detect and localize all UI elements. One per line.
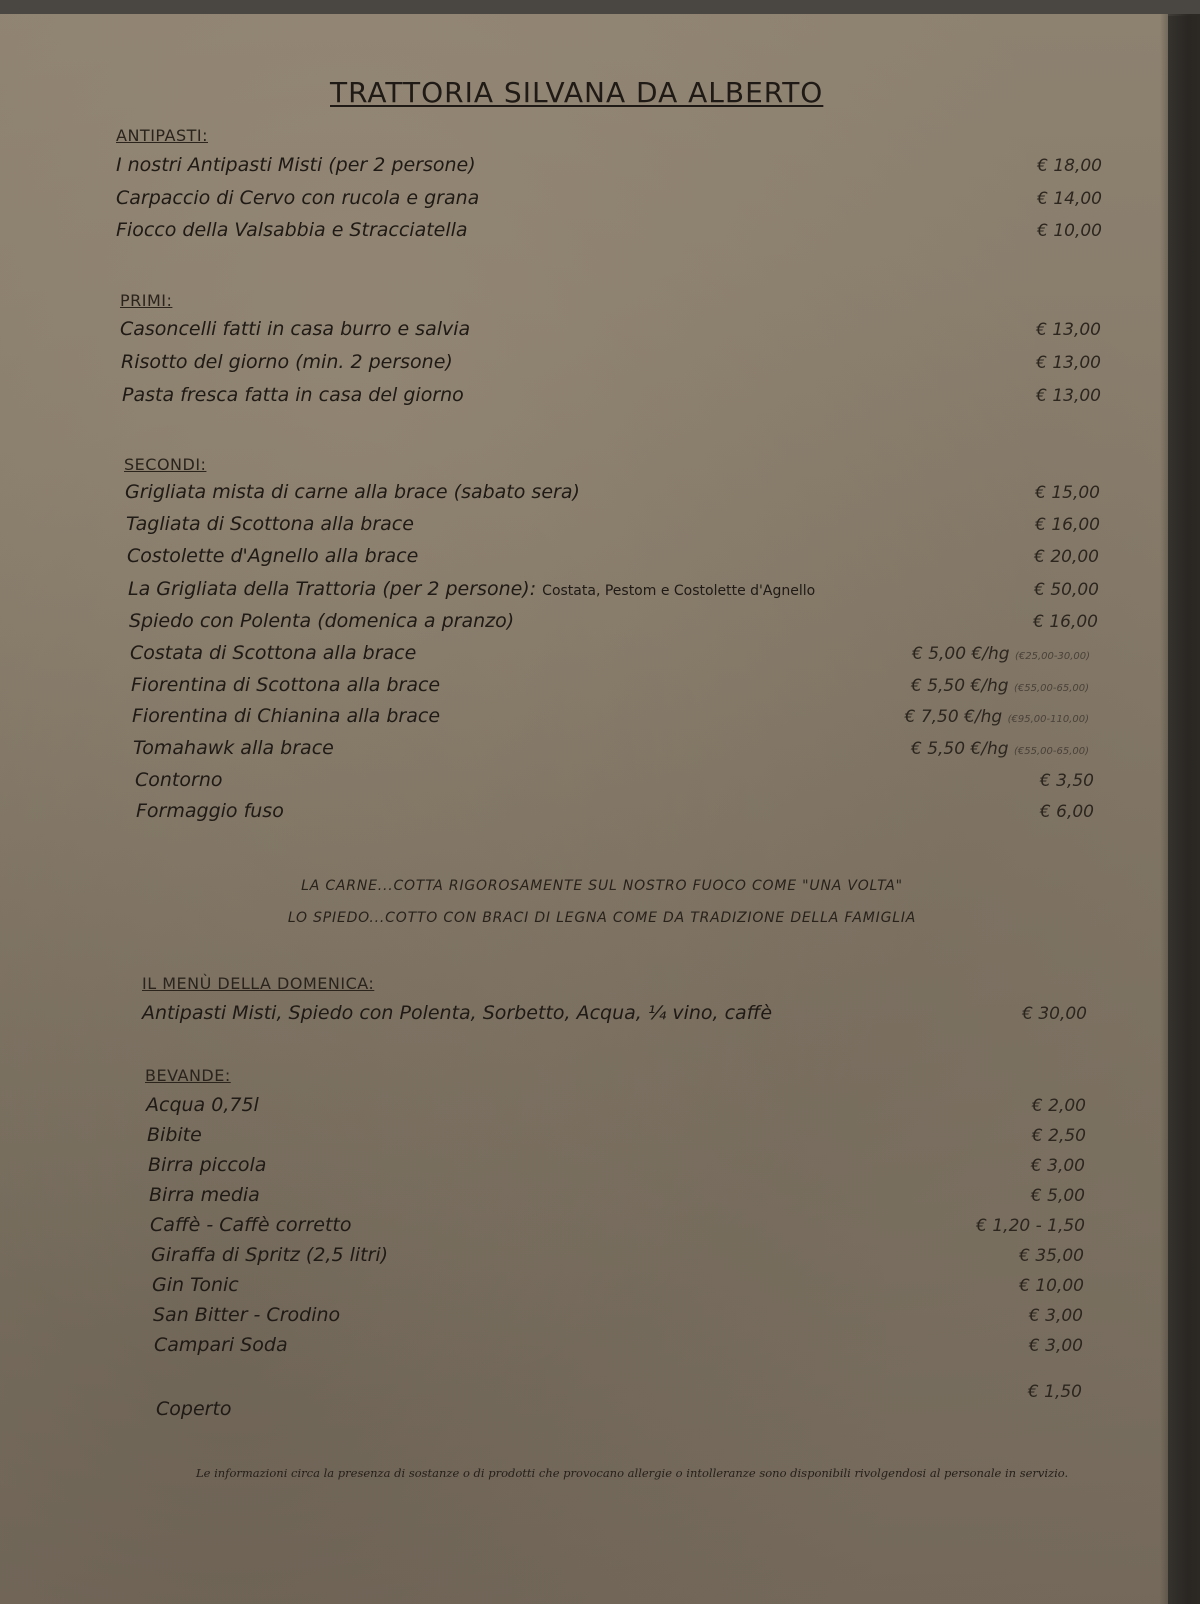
item-name: Giraffa di Spritz (2,5 litri) bbox=[151, 1244, 389, 1266]
price-range: (€25,00-30,00) bbox=[1014, 651, 1090, 662]
menu-item bbox=[136, 800, 1094, 830]
item-price: € 1,20 - 1,50 bbox=[976, 1216, 1085, 1236]
menu-item bbox=[131, 674, 1089, 704]
item-name: Tagliata di Scottona alla brace bbox=[126, 513, 414, 535]
item-name: Birra media bbox=[149, 1184, 260, 1206]
price-per-hg: € 5,50 €/hg bbox=[910, 739, 1009, 759]
item-name: Gin Tonic bbox=[152, 1274, 239, 1296]
price-range: (€55,00-65,00) bbox=[1013, 746, 1089, 757]
menu-item bbox=[116, 187, 1102, 217]
item-name: I nostri Antipasti Misti (per 2 persone) bbox=[116, 154, 476, 176]
item-name: Carpaccio di Cervo con rucola e grana bbox=[116, 187, 480, 209]
menu-item bbox=[121, 351, 1101, 381]
page-edge-shadow bbox=[1160, 14, 1200, 1604]
item-name: Tomahawk alla brace bbox=[133, 737, 334, 759]
price-range: (€95,00-110,00) bbox=[1007, 714, 1089, 725]
menu-item bbox=[116, 219, 1102, 249]
price-per-hg: € 5,50 €/hg bbox=[910, 676, 1009, 696]
item-price: € 6,00 bbox=[1039, 802, 1094, 822]
menu-content bbox=[0, 14, 1168, 1604]
menu-item bbox=[149, 1184, 1085, 1214]
menu-item bbox=[154, 1334, 1083, 1364]
menu-item bbox=[148, 1154, 1085, 1184]
coperto-label: Coperto bbox=[156, 1398, 232, 1420]
item-name: Birra piccola bbox=[148, 1154, 267, 1176]
item-name: Formaggio fuso bbox=[136, 800, 284, 822]
item-name: Costolette d'Agnello alla brace bbox=[127, 545, 419, 567]
menu-item bbox=[126, 513, 1100, 543]
item-name: Casoncelli fatti in casa burro e salvia bbox=[120, 318, 471, 340]
slogan-carne: LA CARNE...COTTA RIGOROSAMENTE SUL NOSTRO FUOCO COME "UNA VOLTA" bbox=[301, 878, 903, 894]
item-name: Costata di Scottona alla brace bbox=[130, 642, 417, 664]
menu-item bbox=[116, 154, 1102, 184]
menu-item bbox=[128, 578, 1099, 608]
item-price: € 3,00 bbox=[1028, 1306, 1083, 1326]
item-name: Antipasti Misti, Spiedo con Polenta, Sorbetto, Acqua, ¼ vino, caffè bbox=[142, 1002, 773, 1024]
item-price: € 3,50 bbox=[1039, 771, 1094, 791]
section-secondi-title: SECONDI: bbox=[124, 455, 207, 474]
item-price: € 3,00 bbox=[1028, 1336, 1083, 1356]
item-price: € 5,00 bbox=[1030, 1186, 1085, 1206]
section-domenica-title: IL MENÙ DELLA DOMENICA: bbox=[142, 974, 375, 993]
item-name: San Bitter - Crodino bbox=[153, 1304, 341, 1326]
menu-item bbox=[122, 384, 1101, 414]
item-name: Fiocco della Valsabbia e Stracciatella bbox=[116, 219, 468, 241]
slogan-spiedo: LO SPIEDO...COTTO CON BRACI DI LEGNA COME DA TRADIZIONE DELLA FAMIGLIA bbox=[287, 910, 917, 926]
menu-item bbox=[150, 1214, 1085, 1244]
item-name: Caffè - Caffè corretto bbox=[150, 1214, 352, 1236]
restaurant-title: TRATTORIA SILVANA DA ALBERTO bbox=[330, 76, 824, 109]
item-price: € 3,00 bbox=[1030, 1156, 1085, 1176]
item-price: € 15,00 bbox=[1035, 483, 1100, 503]
menu-item bbox=[120, 318, 1101, 348]
menu-item bbox=[151, 1244, 1084, 1274]
item-price: € 35,00 bbox=[1019, 1246, 1084, 1266]
item-price: € 13,00 bbox=[1036, 386, 1101, 406]
item-price: € 30,00 bbox=[1022, 1004, 1087, 1024]
item-price: € 10,00 bbox=[1037, 221, 1102, 241]
item-price: € 16,00 bbox=[1035, 515, 1100, 535]
menu-item bbox=[125, 481, 1100, 511]
menu-item bbox=[147, 1124, 1086, 1154]
item-price: € 50,00 bbox=[1034, 580, 1099, 600]
menu-item bbox=[133, 737, 1089, 767]
item-price: € 13,00 bbox=[1036, 320, 1101, 340]
menu-item bbox=[127, 545, 1099, 575]
item-price bbox=[912, 644, 1090, 664]
item-name: Campari Soda bbox=[154, 1334, 288, 1356]
menu-item bbox=[132, 705, 1089, 735]
price-per-hg: € 5,00 €/hg bbox=[911, 644, 1010, 664]
item-price: € 16,00 bbox=[1033, 612, 1098, 632]
menu-item bbox=[130, 642, 1090, 672]
menu-item bbox=[142, 1002, 1087, 1032]
menu-item bbox=[152, 1274, 1084, 1304]
item-note: Costata, Pestom e Costolette d'Agnello bbox=[542, 583, 816, 599]
menu-item bbox=[129, 610, 1098, 640]
item-name: Fiorentina di Chianina alla brace bbox=[132, 705, 441, 727]
item-price bbox=[911, 739, 1089, 759]
item-name: Spiedo con Polenta (domenica a pranzo) bbox=[129, 610, 515, 632]
menu-item bbox=[153, 1304, 1083, 1334]
item-name: Risotto del giorno (min. 2 persone) bbox=[121, 351, 453, 373]
section-bevande-title: BEVANDE: bbox=[145, 1066, 231, 1085]
menu-paper bbox=[0, 14, 1168, 1604]
coperto-row bbox=[156, 1382, 1082, 1424]
price-per-hg: € 7,50 €/hg bbox=[904, 707, 1003, 727]
section-antipasti-title: ANTIPASTI: bbox=[116, 126, 209, 145]
item-price: € 10,00 bbox=[1019, 1276, 1084, 1296]
item-price: € 2,00 bbox=[1031, 1096, 1086, 1116]
item-price: € 18,00 bbox=[1037, 156, 1102, 176]
item-price bbox=[911, 676, 1089, 696]
section-primi-title: PRIMI: bbox=[120, 291, 173, 310]
item-price bbox=[905, 707, 1089, 727]
coperto-price: € 1,50 bbox=[1027, 1382, 1082, 1402]
item-name: Contorno bbox=[135, 769, 223, 791]
menu-item bbox=[146, 1094, 1086, 1124]
item-name bbox=[128, 578, 815, 600]
item-name: Fiorentina di Scottona alla brace bbox=[131, 674, 441, 696]
item-price: € 13,00 bbox=[1036, 353, 1101, 373]
item-price: € 14,00 bbox=[1037, 189, 1102, 209]
item-name: Grigliata mista di carne alla brace (sabato sera) bbox=[125, 481, 580, 503]
item-price: € 2,50 bbox=[1031, 1126, 1086, 1146]
item-price: € 20,00 bbox=[1034, 547, 1099, 567]
allergen-footnote: Le informazioni circa la presenza di sostanze o di prodotti che provocano allergie o intolleranze sono disponibili rivolgendosi al personale in servizio. bbox=[196, 1466, 1069, 1480]
item-name-text: La Grigliata della Trattoria (per 2 persone): bbox=[128, 578, 537, 600]
item-name: Acqua 0,75l bbox=[146, 1094, 259, 1116]
item-name: Bibite bbox=[147, 1124, 202, 1146]
item-name: Pasta fresca fatta in casa del giorno bbox=[122, 384, 464, 406]
menu-item bbox=[135, 769, 1094, 799]
price-range: (€55,00-65,00) bbox=[1013, 683, 1089, 694]
